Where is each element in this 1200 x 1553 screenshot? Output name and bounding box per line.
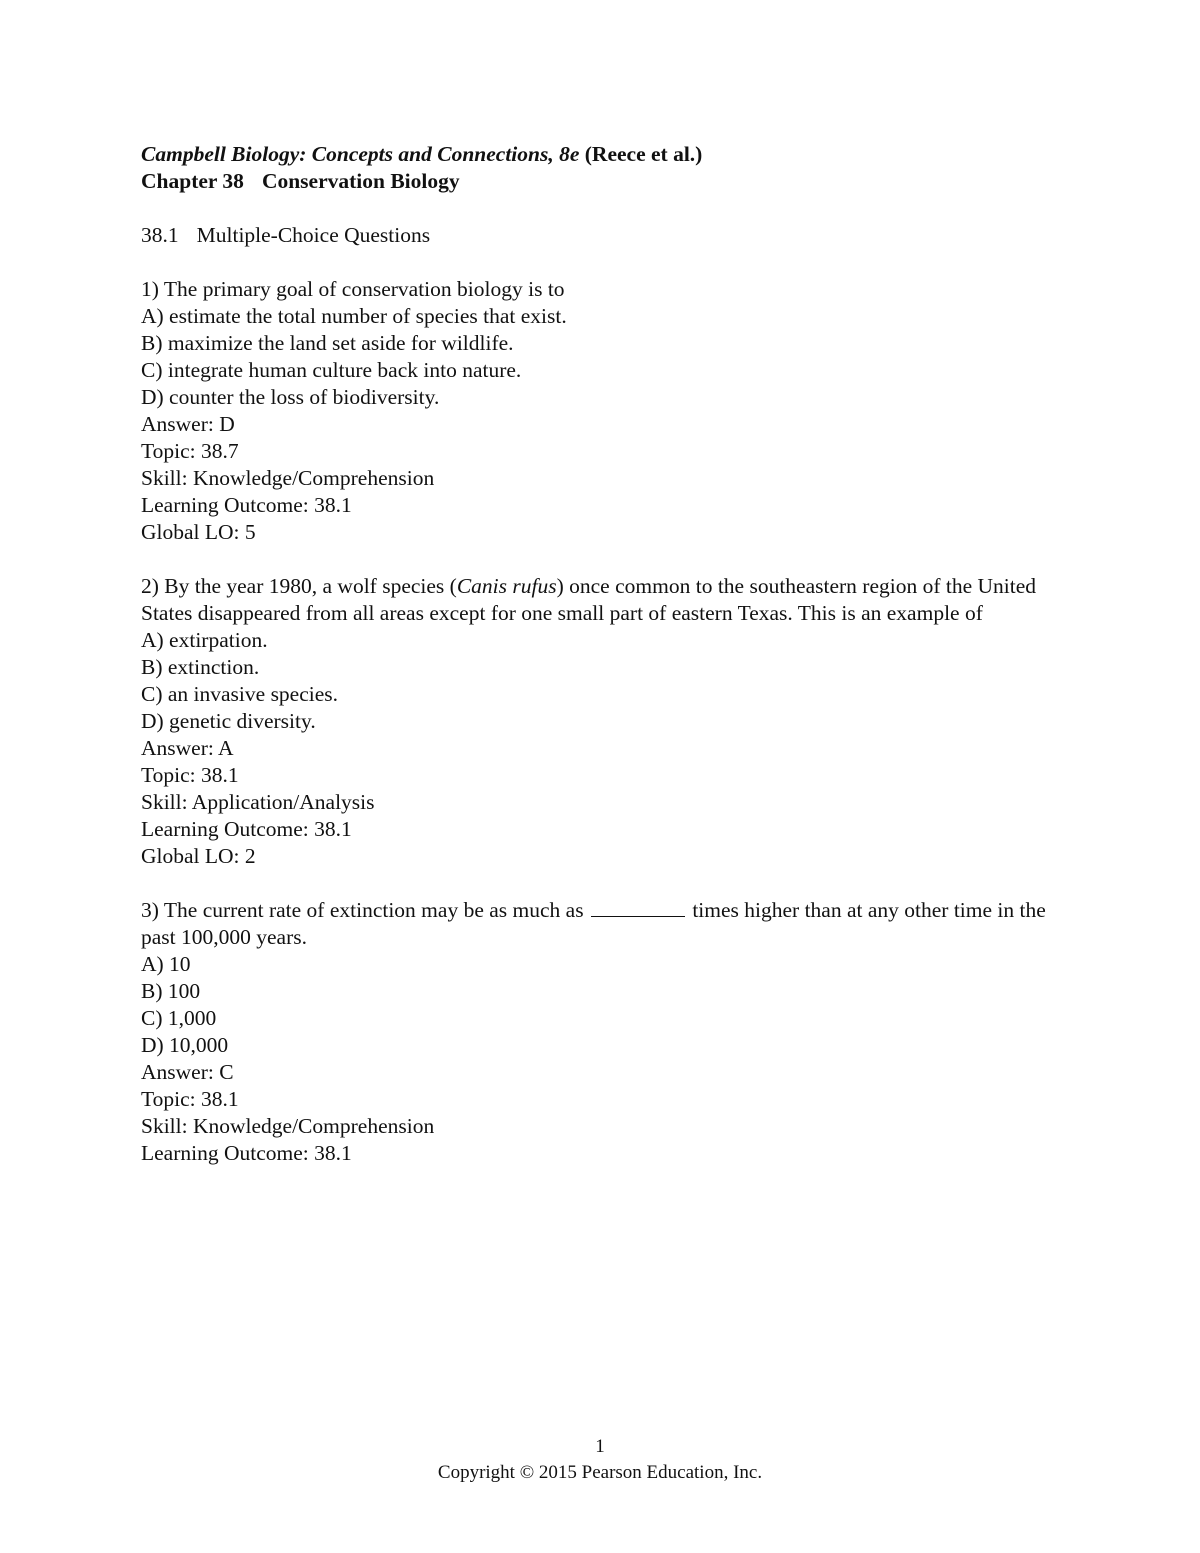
global-lo: Global LO: 2 (141, 844, 256, 868)
question-stem (141, 897, 1056, 951)
book-authors: (Reece et al.) (584, 142, 703, 166)
section-title: Multiple-Choice Questions (196, 223, 431, 247)
skill: Skill: Knowledge/Comprehension (141, 466, 435, 490)
topic: Topic: 38.1 (141, 763, 239, 787)
option-b: B) extinction. (141, 655, 260, 679)
option-d: D) counter the loss of biodiversity. (141, 385, 440, 409)
book-title: Campbell Biology: Concepts and Connections, 8e (141, 142, 580, 166)
learning-outcome: Learning Outcome: 38.1 (141, 493, 352, 517)
global-lo: Global LO: 5 (141, 520, 256, 544)
option-a: A) estimate the total number of species that exist. (141, 304, 567, 328)
question-stem-part2: times higher than at any other time in the past 100,000 years. (141, 898, 1046, 949)
option-d: D) genetic diversity. (141, 709, 316, 733)
option-c: C) integrate human culture back into nature. (141, 358, 522, 382)
topic: Topic: 38.1 (141, 1087, 239, 1111)
option-b: B) 100 (141, 979, 201, 1003)
question-stem-part1: 3) The current rate of extinction may be as much as (141, 898, 584, 922)
option-c: C) an invasive species. (141, 682, 339, 706)
question-stem: 1) The primary goal of conservation biology is to (141, 277, 565, 301)
chapter-label: Chapter 38 (141, 169, 244, 193)
answer: Answer: D (141, 412, 235, 436)
option-d: D) 10,000 (141, 1033, 229, 1057)
book-title-line (141, 141, 1071, 168)
species-name: Canis rufus (456, 574, 557, 598)
question-2 (141, 573, 1071, 870)
skill: Skill: Application/Analysis (141, 790, 375, 814)
fill-in-blank (591, 898, 685, 917)
question-stem-part1: 2) By the year 1980, a wolf species ( (141, 574, 457, 598)
section-number: 38.1 (141, 223, 179, 247)
option-a: A) extirpation. (141, 628, 268, 652)
skill: Skill: Knowledge/Comprehension (141, 1114, 435, 1138)
question-3 (141, 897, 1071, 1167)
topic: Topic: 38.7 (141, 439, 239, 463)
answer: Answer: A (141, 736, 234, 760)
option-a: A) 10 (141, 952, 191, 976)
document-header (141, 141, 1071, 195)
chapter-title: Conservation Biology (261, 169, 460, 193)
section-heading (141, 222, 1071, 249)
page-number: 1 (595, 1436, 605, 1457)
copyright-notice: Copyright © 2015 Pearson Education, Inc. (437, 1462, 763, 1483)
learning-outcome: Learning Outcome: 38.1 (141, 817, 352, 841)
document-body (141, 141, 1071, 1167)
chapter-heading (141, 168, 1071, 195)
option-c: C) 1,000 (141, 1006, 217, 1030)
question-stem-part2: ) once common to the southeastern region of the United States disappeared from all areas except for one small part of eastern Texas. This is an example of (141, 574, 1037, 625)
answer: Answer: C (141, 1060, 234, 1084)
question-stem (141, 573, 1056, 627)
learning-outcome: Learning Outcome: 38.1 (141, 1141, 352, 1165)
option-b: B) maximize the land set aside for wildlife. (141, 331, 514, 355)
question-1 (141, 276, 1071, 546)
